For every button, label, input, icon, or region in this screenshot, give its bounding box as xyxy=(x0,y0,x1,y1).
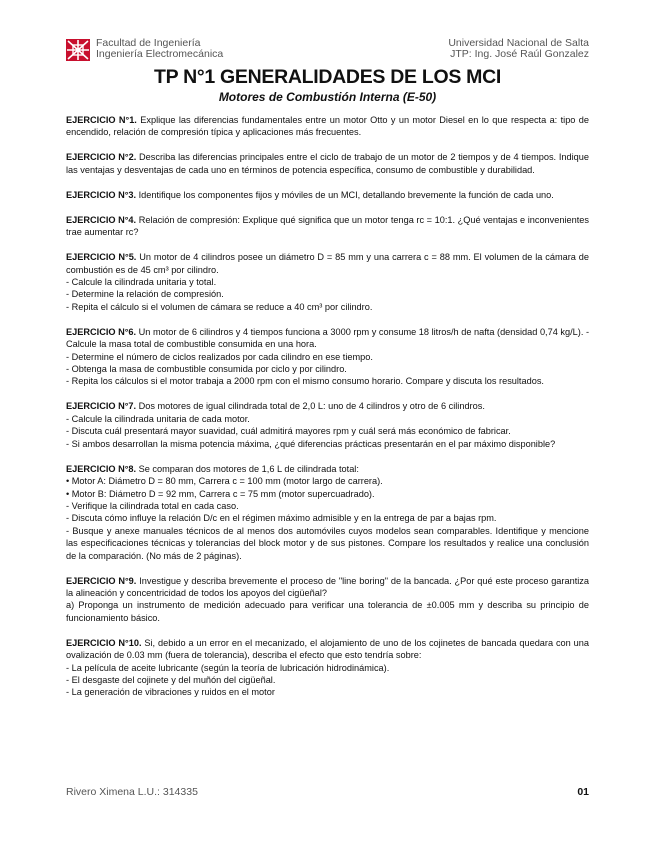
exercise-text: Si, debido a un error en el mecanizado, el alojamiento de uno de los cojinetes de bancada quedara con una ovalización de 0.03 mm (fuera de tolerancia), describa el efecto que esto tendría sobre: xyxy=(66,637,589,661)
exercise-text: - Si ambos desarrollan la misma potencia máxima, ¿qué diferencias prácticas presentarán en el par máximo disponible? xyxy=(66,438,556,449)
exercise-heading: EJERCICIO N°10. xyxy=(66,637,142,648)
exercise-6 xyxy=(66,326,589,388)
exercise-text: - Obtenga la masa de combustible consumida por ciclo y por cilindro. xyxy=(66,364,347,375)
faculty-name xyxy=(96,38,223,60)
exercise-line xyxy=(66,662,589,674)
exercise-text: - Determine la relación de compresión. xyxy=(66,289,224,300)
exercise-line xyxy=(66,599,589,624)
exercise-text: - La generación de vibraciones y ruidos en el motor xyxy=(66,687,275,698)
exercise-heading: EJERCICIO N°8. xyxy=(66,463,137,474)
exercise-heading: EJERCICIO N°9. xyxy=(66,575,137,586)
exercise-heading: EJERCICIO N°5. xyxy=(66,252,137,263)
exercise-text: - Repita el cálculo si el volumen de cámara se reduce a 40 cm³ por cilindro. xyxy=(66,301,373,312)
exercise-1 xyxy=(66,114,589,139)
exercise-line xyxy=(66,475,589,487)
exercise-line xyxy=(66,301,589,313)
exercise-9 xyxy=(66,575,589,625)
page-title: TP N°1 GENERALIDADES DE LOS MCI xyxy=(153,66,501,88)
exercise-text: • Motor B: Diámetro D = 92 mm, Carrera c = 75 mm (motor supercuadrado). xyxy=(66,488,375,499)
exercise-text: - Busque y anexe manuales técnicos de al menos dos automóviles cuyos modelos sean comparables. Identifique y mencione las especificaciones técnicas y tolerancias del block motor y de sus pistones. Compare los resultados y realice una conclusión de la comparación. (No más de 2 páginas). xyxy=(66,525,589,561)
exercise-text: - Determine el número de ciclos realizados por cada cilindro en ese tiempo. xyxy=(66,351,373,362)
exercise-8 xyxy=(66,463,589,562)
exercise-line xyxy=(66,276,589,288)
exercise-line xyxy=(66,413,589,425)
exercise-line xyxy=(66,363,589,375)
exercise-text: Identifique los componentes fijos y móviles de un MCI, detallando brevemente la función de cada uno. xyxy=(138,189,554,200)
university-name: Universidad Nacional de Salta xyxy=(448,37,589,49)
exercise-text: a) Proponga un instrumento de medición adecuado para verificar una tolerancia de ±0.005 mm y describa su principio de funcionamiento básico. xyxy=(66,600,589,623)
exercise-text: - Discuta cuál presentará mayor suavidad, cuál admitirá mayores rpm y cuál será más económico de fabricar. xyxy=(66,426,511,437)
exercise-text: Se comparan dos motores de 1,6 L de cilindrada total: xyxy=(138,463,359,474)
page-subtitle: Motores de Combustión Interna (E-50) xyxy=(218,90,437,104)
exercise-line xyxy=(66,500,589,512)
university-info xyxy=(448,38,589,60)
exercise-line xyxy=(66,438,589,450)
exercise-2 xyxy=(66,151,589,176)
exercise-text: - El desgaste del cojinete y del muñón del cigüeñal. xyxy=(66,674,276,685)
exercise-text: • Motor A: Diámetro D = 80 mm, Carrera c = 100 mm (motor largo de carrera). xyxy=(66,476,383,487)
exercise-text: - Repita los cálculos si el motor trabaja a 2000 rpm con el mismo consumo horario. Compare y discuta los resultados. xyxy=(66,376,544,387)
exercise-heading: EJERCICIO N°2. xyxy=(66,152,137,163)
exercise-line xyxy=(66,488,589,500)
page-header xyxy=(66,38,589,64)
exercise-line xyxy=(66,375,589,387)
exercise-text: Un motor de 4 cilindros posee un diámetro D = 85 mm y una carrera c = 88 mm. El volumen de la cámara de combustión es de 45 cm³ por cilindro. xyxy=(66,252,590,275)
exercise-text: - La película de aceite lubricante (según la teoría de lubricación hidrodinámica). xyxy=(66,662,390,673)
exercise-line xyxy=(66,114,589,139)
exercise-text: Investigue y describa brevemente el proceso de "line boring" de la bancada. ¿Por qué este proceso garantiza la alineación y concentricidad de todos los apoyos del cigüeñal? xyxy=(66,575,589,598)
exercise-heading: EJERCICIO N°1. xyxy=(66,115,137,125)
exercise-line xyxy=(66,214,589,239)
exercise-text: - Calcule la cilindrada unitaria de cada motor. xyxy=(66,413,250,424)
footer-author: Rivero Ximena L.U.: 314335 xyxy=(66,786,198,798)
exercise-line xyxy=(66,400,589,412)
exercise-text: - Discuta cómo influye la relación D/c en el régimen máximo admisible y en la entrega de par a bajas rpm. xyxy=(66,513,497,524)
exercise-7 xyxy=(66,400,589,450)
exercise-text: Explique las diferencias fundamentales entre un motor Otto y un motor Diesel en lo que respecta a: tipo de encendido, relación de compresión típica y aplicaciones más frecuentes. xyxy=(66,115,590,138)
exercise-heading: EJERCICIO N°7. xyxy=(66,401,137,412)
faculty-line2: Ingeniería Electromecánica xyxy=(96,48,224,60)
exercise-text: Un motor de 6 cilindros y 4 tiempos funciona a 3000 rpm y consume 18 litros/h de nafta (densidad 0,74 kg/L). - Calcule la masa total de combustible consumida en una hora. xyxy=(66,326,590,350)
exercise-line xyxy=(66,525,589,562)
exercise-text: Dos motores de igual cilindrada total de 2,0 L: uno de 4 cilindros y otro de 6 cilindros. xyxy=(138,401,485,412)
jtp-name: JTP: Ing. José Raúl Gonzalez xyxy=(450,48,589,60)
exercise-line xyxy=(66,151,589,176)
exercise-line xyxy=(66,326,589,351)
exercise-line xyxy=(66,351,589,363)
exercise-text: - Calcule la cilindrada unitaria y total. xyxy=(66,277,217,288)
exercise-line xyxy=(66,189,589,201)
exercise-line xyxy=(66,251,589,276)
exercise-heading: EJERCICIO N°3. xyxy=(66,189,137,200)
exercise-list xyxy=(66,114,589,711)
exercise-text: Describa las diferencias principales entre el ciclo de trabajo de un motor de 2 tiempos y de 4 tiempos. Indique las ventajas y desventajas de cada uno en términos de potencia específica, consumo de combustible y durabilidad. xyxy=(66,152,589,175)
exercise-text: Relación de compresión: Explique qué significa que un motor tenga rc = 10:1. ¿Qué ventajas e inconvenientes trae aumentar rc? xyxy=(66,214,589,238)
exercise-4 xyxy=(66,214,589,239)
exercise-line xyxy=(66,575,589,600)
faculty-line1: Facultad de Ingeniería xyxy=(96,37,201,49)
exercise-text: - Verifique la cilindrada total en cada caso. xyxy=(66,500,239,511)
exercise-5 xyxy=(66,251,589,313)
exercise-line xyxy=(66,463,589,475)
exercise-line xyxy=(66,637,589,662)
exercise-line xyxy=(66,288,589,300)
page-number: 01 xyxy=(577,786,589,798)
exercise-10 xyxy=(66,637,589,699)
exercise-line xyxy=(66,512,589,524)
exercise-line xyxy=(66,425,589,437)
exercise-3 xyxy=(66,189,589,201)
exercise-line xyxy=(66,674,589,686)
exercise-line xyxy=(66,686,589,698)
faculty-logo-icon xyxy=(66,39,90,61)
exercise-heading: EJERCICIO N°6. xyxy=(66,326,137,337)
exercise-heading: EJERCICIO N°4. xyxy=(66,214,137,225)
